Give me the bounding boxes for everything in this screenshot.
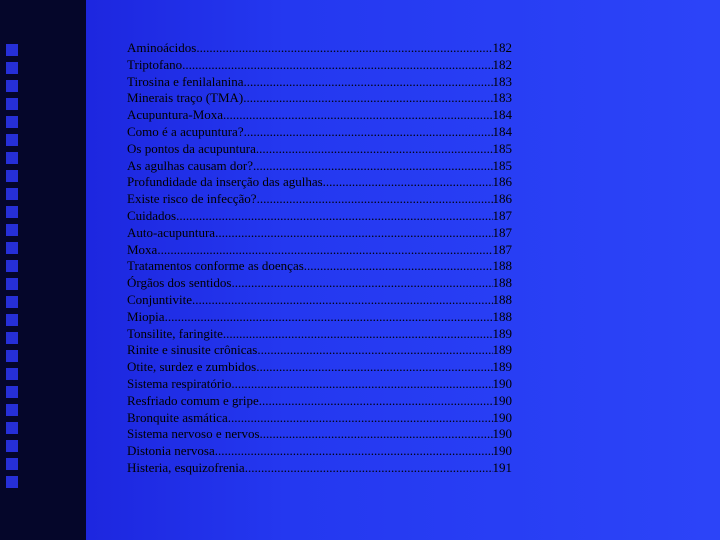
toc-entry-page-number: 184: [492, 107, 512, 123]
strip-square: [6, 62, 18, 74]
toc-entry-page-number: 187: [492, 224, 512, 240]
toc-entry-label: Resfriado comum e gripe: [127, 392, 259, 408]
toc-entry-page-number: 183: [492, 73, 512, 89]
toc-entry-label: Auto-acupuntura: [127, 224, 216, 240]
strip-square: [6, 116, 18, 128]
strip-square: [6, 206, 18, 218]
toc-entry: [127, 342, 512, 359]
strip-square: [6, 242, 18, 254]
toc-entry-page-number: 183: [492, 90, 512, 106]
toc-entry-label: Bronquite asmática: [127, 409, 228, 425]
toc-entry: [127, 40, 512, 57]
toc-entry-label: Os pontos da acupuntura: [127, 140, 256, 156]
toc-entry-page-number: 190: [492, 409, 512, 425]
toc-dot-leader: [223, 326, 493, 343]
toc-dot-leader: [182, 57, 492, 74]
toc-entry-page-number: 191: [492, 459, 512, 475]
toc-entry: [127, 393, 512, 410]
toc-dot-leader: [157, 242, 492, 259]
toc-dot-leader: [196, 40, 492, 57]
strip-square: [6, 188, 18, 200]
toc-dot-leader: [253, 158, 493, 175]
toc-entry-label: Tirosina e fenilalanina: [127, 73, 244, 89]
toc-entry: [127, 124, 512, 141]
toc-entry-page-number: 190: [492, 375, 512, 391]
strip-square: [6, 404, 18, 416]
toc-entry: [127, 74, 512, 91]
toc-entry-page-number: 187: [492, 207, 512, 223]
toc-entry: [127, 107, 512, 124]
toc-entry-page-number: 187: [492, 241, 512, 257]
toc-entry-page-number: 186: [492, 174, 512, 190]
toc-entry-label: Como é a acupuntura?: [127, 123, 244, 139]
toc-entry-label: Triptofano: [127, 56, 183, 72]
strip-square: [6, 386, 18, 398]
strip-square: [6, 368, 18, 380]
toc-dot-leader: [228, 410, 493, 427]
toc-entry: [127, 426, 512, 443]
toc-entry: [127, 359, 512, 376]
toc-entry-page-number: 190: [492, 443, 512, 459]
strip-square: [6, 350, 18, 362]
toc-entry-page-number: 184: [492, 123, 512, 139]
toc-entry: [127, 258, 512, 275]
toc-entry-label: Miopia: [127, 308, 165, 324]
strip-square: [6, 80, 18, 92]
toc-entry-label: Rinite e sinusite crônicas: [127, 342, 258, 358]
toc-entry: [127, 225, 512, 242]
table-of-contents: [127, 40, 512, 477]
toc-entry: [127, 460, 512, 477]
toc-entry: [127, 141, 512, 158]
toc-entry: [127, 208, 512, 225]
toc-entry-label: Histeria, esquizofrenia: [127, 459, 245, 475]
toc-entry-label: Distonia nervosa: [127, 443, 215, 459]
toc-entry: [127, 376, 512, 393]
toc-entry: [127, 174, 512, 191]
toc-entry-label: Otite, surdez e zumbidos: [127, 359, 257, 375]
toc-dot-leader: [323, 174, 493, 191]
strip-square: [6, 44, 18, 56]
strip-square: [6, 260, 18, 272]
strip-square: [6, 278, 18, 290]
toc-entry-page-number: 190: [492, 426, 512, 442]
strip-square: [6, 332, 18, 344]
toc-dot-leader: [243, 90, 492, 107]
toc-entry-label: Existe risco de infecção?: [127, 191, 257, 207]
toc-entry: [127, 410, 512, 427]
toc-entry-label: As agulhas causam dor?: [127, 157, 253, 173]
toc-entry-label: Tonsilite, faringite: [127, 325, 223, 341]
toc-dot-leader: [304, 258, 493, 275]
toc-entry-page-number: 188: [492, 291, 512, 307]
toc-entry-page-number: 185: [492, 157, 512, 173]
toc-dot-leader: [244, 124, 493, 141]
strip-square: [6, 224, 18, 236]
strip-square: [6, 170, 18, 182]
strip-square: [6, 314, 18, 326]
toc-entry-page-number: 188: [492, 308, 512, 324]
toc-entry-label: Aminoácidos: [127, 40, 197, 55]
toc-entry-page-number: 190: [492, 392, 512, 408]
toc-entry-label: Minerais traço (TMA): [127, 90, 244, 106]
toc-dot-leader: [259, 393, 493, 410]
toc-entry-page-number: 185: [492, 140, 512, 156]
toc-entry-label: Cuidados: [127, 207, 177, 223]
strip-square: [6, 98, 18, 110]
toc-dot-leader: [192, 292, 493, 309]
strip-square: [6, 296, 18, 308]
strip-square: [6, 458, 18, 470]
toc-entry-page-number: 189: [492, 359, 512, 375]
toc-entry-page-number: 182: [492, 40, 512, 55]
toc-entry-label: Profundidade da inserção das agulhas: [127, 174, 323, 190]
toc-dot-leader: [245, 460, 493, 477]
toc-entry-label: Tratamentos conforme as doenças: [127, 258, 304, 274]
strip-square: [6, 422, 18, 434]
toc-entry: [127, 309, 512, 326]
toc-entry-label: Sistema nervoso e nervos: [127, 426, 260, 442]
toc-entry-page-number: 188: [492, 258, 512, 274]
toc-entry: [127, 57, 512, 74]
toc-entry: [127, 242, 512, 259]
toc-entry: [127, 326, 512, 343]
toc-dot-leader: [257, 342, 492, 359]
toc-entry-label: Moxa: [127, 241, 158, 257]
toc-dot-leader: [257, 191, 493, 208]
toc-entry-label: Acupuntura-Moxa: [127, 107, 224, 123]
toc-entry-page-number: 188: [492, 275, 512, 291]
toc-entry-page-number: 189: [492, 342, 512, 358]
toc-dot-leader: [231, 275, 492, 292]
strip-square: [6, 152, 18, 164]
toc-dot-leader: [223, 107, 492, 124]
toc-dot-leader: [231, 376, 492, 393]
toc-dot-leader: [256, 141, 493, 158]
toc-entry: [127, 292, 512, 309]
toc-dot-leader: [215, 443, 493, 460]
toc-entry: [127, 158, 512, 175]
toc-entry-page-number: 189: [492, 325, 512, 341]
toc-dot-leader: [215, 225, 492, 242]
toc-dot-leader: [260, 426, 493, 443]
toc-entry: [127, 275, 512, 292]
toc-entry-label: Sistema respiratório: [127, 375, 232, 391]
toc-dot-leader: [165, 309, 493, 326]
strip-square: [6, 134, 18, 146]
toc-entry-label: Órgãos dos sentidos: [127, 275, 232, 291]
strip-square: [6, 476, 18, 488]
toc-entry-page-number: 182: [492, 56, 512, 72]
toc-dot-leader: [244, 74, 493, 91]
toc-entry: [127, 191, 512, 208]
toc-entry: [127, 90, 512, 107]
toc-entry-label: Conjuntivite: [127, 291, 192, 307]
toc-dot-leader: [176, 208, 492, 225]
toc-dot-leader: [256, 359, 492, 376]
toc-entry: [127, 443, 512, 460]
strip-square: [6, 440, 18, 452]
left-decorative-strip: [0, 0, 86, 540]
toc-entry-page-number: 186: [492, 191, 512, 207]
